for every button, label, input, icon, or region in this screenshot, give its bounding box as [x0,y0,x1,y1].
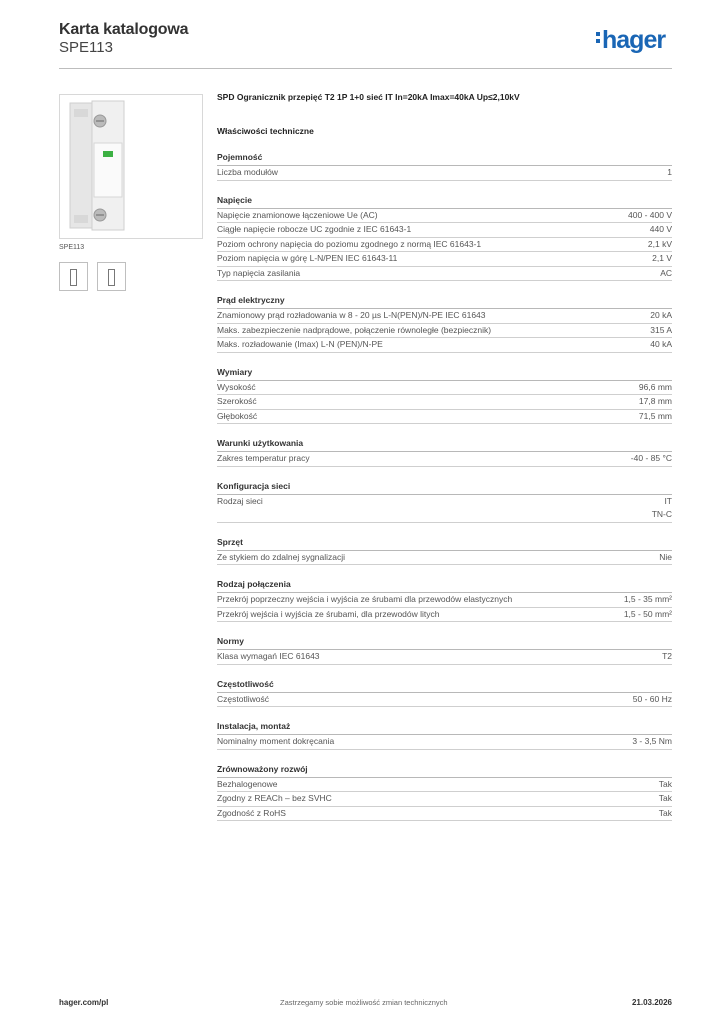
footer-disclaimer: Zastrzegamy sobie możliwość zmian technicznych [280,998,448,1007]
hager-logo [596,26,665,55]
property-group [217,367,672,425]
property-row [217,807,672,822]
footer-website-link[interactable]: hager.com/pl [59,998,109,1007]
property-value: 1,5 - 50 mm² [623,608,672,619]
property-row [217,324,672,339]
property-group [217,295,672,353]
property-label: Nominalny moment dokręcania [217,736,335,746]
property-row [217,223,672,238]
property-value: 1 [667,167,672,177]
page-title: Karta katalogowa [59,21,189,38]
product-name: SPD Ogranicznik przepięć T2 1P 1+0 sieć IT In=20kA Imax=40kA Up≤2,10kV [217,92,520,102]
property-row [217,395,672,410]
property-label: Maks. rozładowanie (Imax) L-N (PEN)/N-PE [217,339,383,349]
property-label: Poziom napięcia w górę L-N/PEN IEC 61643-11 [217,253,398,263]
property-label: Rodzaj sieci [217,495,263,506]
property-row [217,338,672,353]
property-label: Szerokość [217,396,257,406]
device-icon [70,269,77,286]
group-title: Instalacja, montaż [217,721,672,735]
property-row [217,166,672,181]
property-group [217,481,672,523]
property-value: 1,5 - 35 mm² [623,594,672,604]
logo-text: hager [602,26,666,54]
property-value: 96,6 mm [638,381,672,392]
group-title: Normy [217,636,672,650]
property-row [217,452,672,467]
property-label: Liczba modułów [217,167,278,177]
property-value: 400 - 400 V [628,209,672,220]
property-value: 71,5 mm [638,410,672,421]
group-title: Prąd elektryczny [217,295,672,309]
device-icon [108,269,115,286]
property-row [217,593,672,608]
property-value: 50 - 60 Hz [632,693,672,704]
property-row [217,608,672,623]
property-label: Maks. zabezpieczenie nadprądowe, połączenie równoległe (bezpiecznik) [217,324,492,335]
property-row [217,735,672,750]
group-title: Wymiary [217,367,672,381]
thumbnail-1[interactable] [59,262,88,291]
product-image-caption: SPE113 [59,244,85,251]
property-label: Napięcie znamionowe łączeniowe Ue (AC) [217,209,378,220]
property-label: Głębokość [217,410,258,421]
property-label: Przekrój wejścia i wyjścia ze śrubami, dla przewodów litych [217,608,440,619]
property-label: Zgodny z REACh – bez SVHC [217,793,332,803]
surge-protector-image [60,95,202,238]
property-row [217,778,672,793]
spec-section [217,92,672,821]
group-title: Warunki użytkowania [217,438,672,452]
property-row [217,309,672,324]
property-label: Bezhalogenowe [217,778,278,789]
group-title: Sprzęt [217,537,672,551]
property-value: T2 [662,651,672,661]
property-value: Tak [658,793,672,803]
property-row [217,693,672,708]
property-row [217,650,672,665]
properties-heading: Właściwości techniczne [217,126,314,136]
property-group [217,579,672,622]
property-value: 315 A [650,324,672,335]
property-group [217,764,672,822]
property-group [217,636,672,665]
property-label: Klasa wymagań IEC 61643 [217,651,320,661]
group-title: Rodzaj połączenia [217,579,672,593]
property-value: 440 V [649,224,672,234]
group-title: Częstotliwość [217,679,672,693]
group-title: Zrównoważony rozwój [217,764,672,778]
property-value: Tak [658,778,672,789]
property-label: Ze stykiem do zdalnej sygnalizacji [217,551,346,562]
header-divider [59,68,672,69]
property-label: Wysokość [217,381,256,392]
property-group [217,152,672,181]
footer-date: 21.03.2026 [631,998,672,1007]
group-title: Konfiguracja sieci [217,481,672,495]
property-label: Poziom ochrony napięcia do poziomu zgodnego z normą IEC 61643-1 [217,238,482,249]
property-group [217,679,672,708]
property-label: Typ napięcia zasilania [217,267,301,278]
property-row [217,495,672,523]
thumbnail-2[interactable] [97,262,126,291]
property-row [217,238,672,253]
property-label: Częstotliwość [217,693,269,704]
property-row [217,252,672,267]
property-value: 3 - 3,5 Nm [632,736,672,746]
property-label: Zakres temperatur pracy [217,453,310,463]
product-image [59,94,203,239]
property-value: 17,8 mm [638,396,672,406]
property-row [217,792,672,807]
group-title: Pojemność [217,152,672,166]
property-group [217,721,672,750]
group-title: Napięcie [217,195,672,209]
property-group [217,537,672,566]
property-value: AC [660,267,672,278]
property-row [217,410,672,425]
property-value: IT TN-C [651,495,672,519]
property-row [217,209,672,224]
product-code: SPE113 [59,39,113,56]
property-group [217,195,672,282]
property-value: 2,1 V [652,253,672,263]
property-row [217,267,672,282]
property-groups [217,152,672,821]
property-value: 40 kA [650,339,672,349]
property-value: Nie [659,551,672,562]
property-value: 20 kA [650,310,672,320]
property-value: -40 - 85 °C [630,453,672,463]
logo-dots-icon [596,32,601,46]
property-group [217,438,672,467]
property-value: Tak [658,807,672,818]
property-value: 2,1 kV [647,238,672,249]
property-label: Znamionowy prąd rozładowania w 8 - 20 µs L-N(PEN)/N-PE IEC 61643 [217,310,486,320]
property-row [217,551,672,566]
property-label: Przekrój poprzeczny wejścia i wyjścia ze śrubami dla przewodów elastycznych [217,594,513,604]
property-row [217,381,672,396]
property-label: Ciągłe napięcie robocze UC zgodnie z IEC 61643-1 [217,224,412,234]
property-label: Zgodność z RoHS [217,807,286,818]
